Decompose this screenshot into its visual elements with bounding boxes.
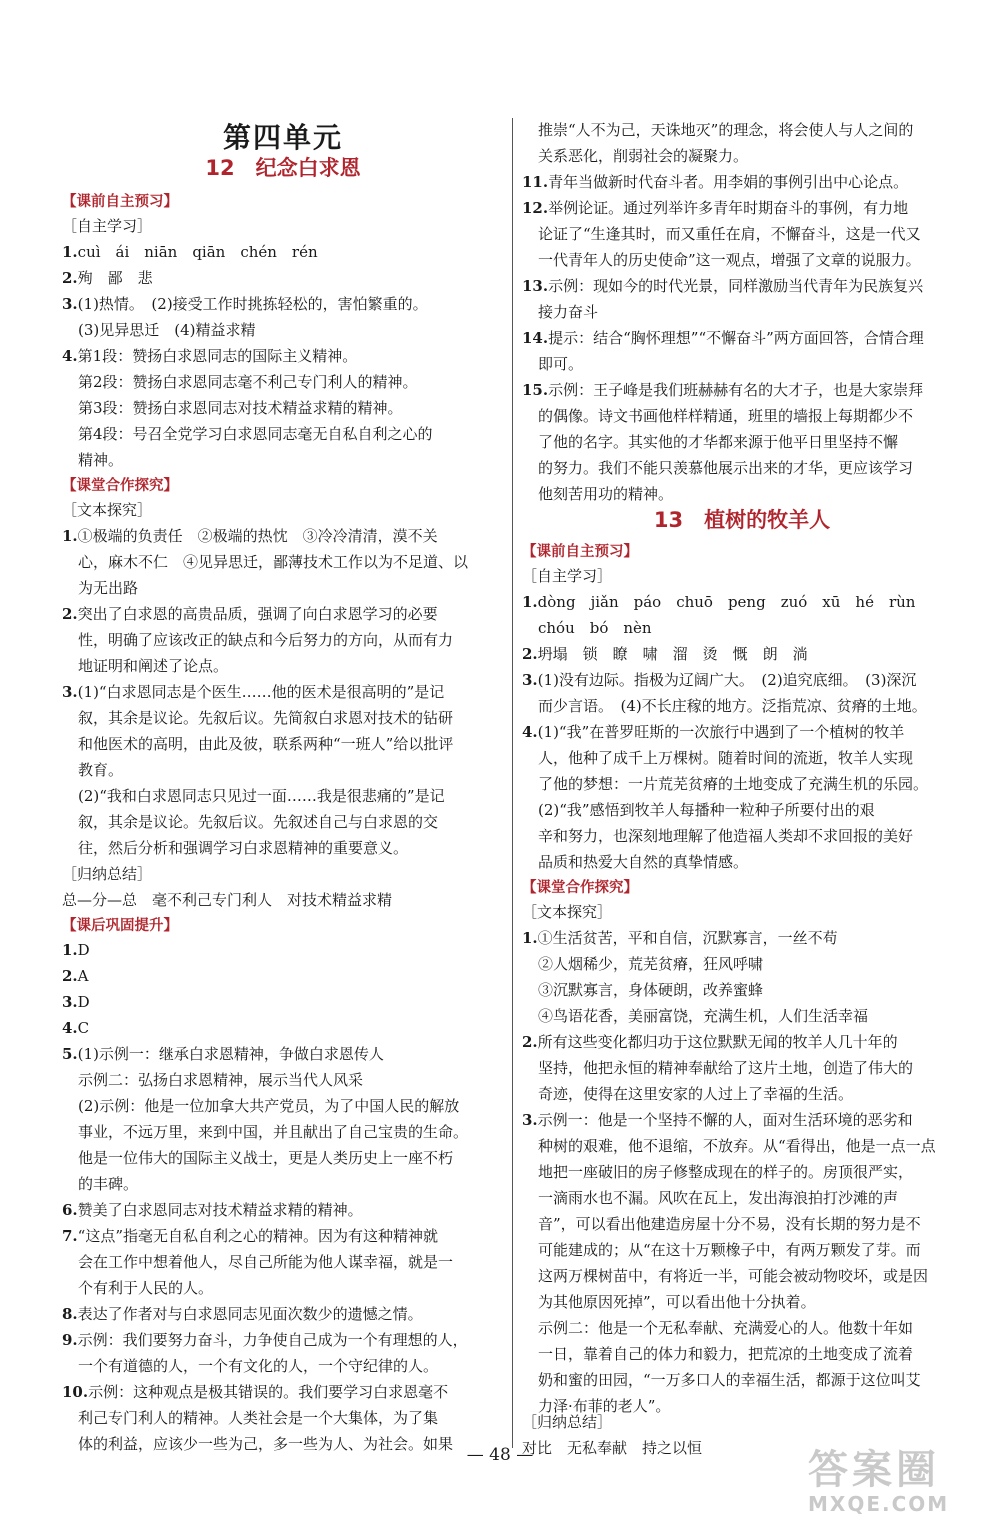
subsection-heading: ［归纳总结］ xyxy=(522,1413,613,1431)
subsection-heading: ［文本探究］ xyxy=(522,903,613,921)
answer-line: (2)示例：他是一位加拿大共产党员，为了中国人民的解放 xyxy=(78,1097,460,1115)
answer-line: 性，明确了应该改正的缺点和今后努力的方向，从而有力 xyxy=(78,631,454,649)
item-number: 8. xyxy=(62,1305,78,1323)
item-number: 7. xyxy=(62,1227,78,1245)
answer-item xyxy=(522,642,962,666)
item-text: 赞美了白求恩同志对技术精益求精的精神。 xyxy=(77,1201,363,1219)
answer-item xyxy=(62,240,504,264)
item-text: 提示：结合“胸怀理想”“不懈奋斗”两方面回答，合情合理 xyxy=(548,329,924,347)
section-heading: 【课前自主预习】 xyxy=(522,544,638,560)
answer-item xyxy=(62,524,504,548)
item-text: 示例：王子峰是我们班赫赫有名的大才子，也是大家崇拜 xyxy=(548,381,924,399)
item-number: 2. xyxy=(62,967,78,985)
answer-item xyxy=(522,1030,962,1054)
section-heading: 【课堂合作探究】 xyxy=(62,478,178,494)
answer-item xyxy=(62,292,504,316)
answer-line: 人，他种了成千上万棵树。随着时间的流逝，牧羊人实现 xyxy=(538,749,914,767)
summary-line: 总—分—总 毫不利己专门利人 对技术精益求精 xyxy=(62,891,393,909)
item-number: 3. xyxy=(522,1111,538,1129)
item-text: 第1段：赞扬白求恩同志的国际主义精神。 xyxy=(77,347,358,365)
answer-line: 力泽·布菲的老人”。 xyxy=(538,1397,671,1415)
answer-item xyxy=(522,326,962,350)
item-text: 坍塌 锁 瞭 啸 溜 烫 慨 朗 淌 xyxy=(537,645,808,663)
answer-line: 而少言语。 (4)不长庄稼的地方。泛指荒凉、贫瘠的土地。 xyxy=(538,697,927,715)
answer-item xyxy=(62,964,504,988)
item-text: 所有这些变化都归功于这位默默无闻的牧羊人几十年的 xyxy=(537,1033,898,1051)
item-text: 青年当做新时代奋斗者。用李娟的事例引出中心论点。 xyxy=(548,173,909,191)
answer-line: 精神。 xyxy=(78,451,124,469)
watermark-logo xyxy=(808,1448,988,1524)
answer-line: 一代青年人的历史使命”这一观点，增强了文章的说服力。 xyxy=(538,251,921,269)
answer-line: 示例二：他是一个无私奉献、充满爱心的人。他数十年如 xyxy=(538,1319,914,1337)
item-text: 殉 鄙 悲 xyxy=(77,269,153,287)
item-text: (1)热情。 (2)接受工作时挑拣轻松的，害怕繁重的。 xyxy=(77,295,428,313)
answer-item xyxy=(522,668,962,692)
column-divider xyxy=(512,118,513,1448)
answer-item xyxy=(62,266,504,290)
answer-item xyxy=(62,1328,504,1352)
item-number: 2. xyxy=(62,605,78,623)
item-text: 突出了白求恩的高贵品质，强调了向白求恩学习的必要 xyxy=(77,605,438,623)
answer-item xyxy=(62,680,504,704)
answer-line: 的丰碑。 xyxy=(78,1175,139,1193)
answer-item xyxy=(522,590,962,614)
subsection-heading: ［归纳总结］ xyxy=(62,865,153,883)
item-text: 举例论证。通过列举许多青年时期奋斗的事例，有力地 xyxy=(548,199,909,217)
answer-line: 往，然后分析和强调学习白求恩精神的重要意义。 xyxy=(78,839,409,857)
item-text: 示例：我们要努力奋斗，力争使自己成为一个有理想的人， xyxy=(77,1331,468,1349)
item-text: dòng jiǎn páo chuō peng zuó xū hé rùn xyxy=(537,593,916,611)
answer-line: 体的利益，应该少一些为己，多一些为人、为社会。如果 xyxy=(78,1435,454,1453)
answer-line: (2)“我和白求恩同志只见过一面……我是很悲痛的”是记 xyxy=(78,787,445,805)
subsection-heading: ［自主学习］ xyxy=(62,217,153,235)
watermark-line2: MXQE.COM xyxy=(808,1492,950,1516)
item-number: 3. xyxy=(62,295,78,313)
answer-item xyxy=(62,1042,504,1066)
answer-line: 利己专门利人的精神。人类社会是一个大集体，为了集 xyxy=(78,1409,439,1427)
answer-line: (3)见异思迁 (4)精益求精 xyxy=(78,321,256,339)
answer-line: 种树的艰难，他不退缩，不放弃。从“看得出，他是一点一点 xyxy=(538,1137,936,1155)
answer-line: 音”，可以看出他建造房屋十分不易，没有长期的努力是不 xyxy=(538,1215,921,1233)
answer-line: 的努力。我们不能只羡慕他展示出来的才华，更应该学习 xyxy=(538,459,914,477)
item-text: ①生活贫苦，平和自信，沉默寡言，一丝不苟 xyxy=(537,929,838,947)
answer-line: 地证明和阐述了论点。 xyxy=(78,657,229,675)
answer-item xyxy=(62,1198,504,1222)
answer-line: 一滴雨水也不漏。风吹在瓦上，发出海浪拍打沙滩的声 xyxy=(538,1189,899,1207)
answer-line: ②人烟稀少，荒芜贫瘠，狂风呼啸 xyxy=(538,955,764,973)
item-number: 4. xyxy=(62,347,78,365)
item-number: 6. xyxy=(62,1201,78,1219)
item-number: 4. xyxy=(62,1019,78,1037)
answer-item xyxy=(522,274,962,298)
item-number: 5. xyxy=(62,1045,78,1063)
answer-line: 教育。 xyxy=(78,761,124,779)
item-text: C xyxy=(77,1019,90,1037)
section-heading: 【课堂合作探究】 xyxy=(522,880,638,896)
answer-line: 为其他原因死掉”，可以看出他十分执着。 xyxy=(538,1293,816,1311)
item-number: 4. xyxy=(522,723,538,741)
item-number: 13. xyxy=(522,277,549,295)
item-text: D xyxy=(77,993,90,1011)
answer-line: 论证了“生逢其时，而又重任在肩，不懈奋斗，这是一代又 xyxy=(538,225,921,243)
item-text: (1)示例一：继承白求恩精神，争做白求恩传人 xyxy=(77,1045,384,1063)
answer-line: 示例二：弘扬白求恩精神，展示当代人风采 xyxy=(78,1071,364,1089)
item-number: 1. xyxy=(62,941,78,959)
item-number: 11. xyxy=(522,173,549,191)
answer-item xyxy=(62,602,504,626)
item-number: 2. xyxy=(62,269,78,287)
answer-line: 了他的名字。其实他的才华都来源于他平日里坚持不懈 xyxy=(538,433,899,451)
answer-line: 他是一位伟大的国际主义战士，更是人类历史上一座不朽 xyxy=(78,1149,454,1167)
item-number: 9. xyxy=(62,1331,78,1349)
item-number: 14. xyxy=(522,329,549,347)
answer-line: 心，麻木不仁 ④见异思迁，鄙薄技术工作以为不足道、以 xyxy=(78,553,469,571)
answer-item xyxy=(62,990,504,1014)
item-text: 示例：这种观点是极其错误的。我们要学习白求恩毫不 xyxy=(88,1383,449,1401)
answer-line: 第2段：赞扬白求恩同志毫不利己专门利人的精神。 xyxy=(78,373,418,391)
summary-line: 对比 无私奉献 持之以恒 xyxy=(522,1439,703,1457)
answer-item xyxy=(62,1380,504,1404)
answer-item xyxy=(522,720,962,744)
answer-line: 叙，其余是议论。先叙后议。先叙述自己与白求恩的交 xyxy=(78,813,439,831)
item-number: 3. xyxy=(522,671,538,689)
answer-line: 的偶像。诗文书画他样样精通，班里的墙报上每期都少不 xyxy=(538,407,914,425)
item-text: (1)“我”在普罗旺斯的一次旅行中遇到了一个植树的牧羊 xyxy=(537,723,905,741)
answer-line: 事业，不远万里，来到中国，并且献出了自己宝贵的生命。 xyxy=(78,1123,469,1141)
item-text: (1)“白求恩同志是个医生……他的医术是很高明的”是记 xyxy=(77,683,445,701)
item-number: 1. xyxy=(62,527,78,545)
answer-item xyxy=(522,1108,962,1132)
item-number: 1. xyxy=(522,593,538,611)
item-number: 1. xyxy=(62,243,78,261)
lesson-title: 12 纪念白求恩 xyxy=(205,156,361,180)
item-number: 1. xyxy=(522,929,538,947)
answer-item xyxy=(522,378,962,402)
answer-line: 了他的梦想：一片荒芜贫瘠的土地变成了充满生机的乐园。 xyxy=(538,775,929,793)
answer-item xyxy=(62,1302,504,1326)
item-text: “这点”指毫无自私自利之心的精神。因为有这种精神就 xyxy=(77,1227,439,1245)
answer-line: 奶和蜜的田园，“一万多口人的幸福生活，都源于这位叫艾 xyxy=(538,1371,921,1389)
item-number: 12. xyxy=(522,199,549,217)
answer-line: 和他医术的高明，由此及彼，联系两种“一班人”给以批评 xyxy=(78,735,454,753)
item-text: ①极端的负责任 ②极端的热忱 ③冷冷清清，漠不关 xyxy=(77,527,438,545)
answer-line: 奇迹，使得在这里安家的人过上了幸福的生活。 xyxy=(538,1085,854,1103)
answer-line: 接力奋斗 xyxy=(538,303,599,321)
lesson-title: 13 植树的牧羊人 xyxy=(653,508,831,532)
item-number: 10. xyxy=(62,1383,89,1401)
item-number: 2. xyxy=(522,645,538,663)
answer-line: 可能建成的；从“在这十万颗橡子中，有两万颗发了芽。而 xyxy=(538,1241,921,1259)
item-text: A xyxy=(77,967,89,985)
answer-line: 第4段：号召全党学习白求恩同志毫无自私自利之心的 xyxy=(78,425,433,443)
answer-item xyxy=(522,196,962,220)
item-text: 示例一：他是一个坚持不懈的人，面对生活环境的恶劣和 xyxy=(537,1111,913,1129)
section-heading: 【课后巩固提升】 xyxy=(62,918,178,934)
answer-item xyxy=(62,1016,504,1040)
answer-line: 第3段：赞扬白求恩同志对技术精益求精的精神。 xyxy=(78,399,403,417)
item-number: 2. xyxy=(522,1033,538,1051)
answer-item xyxy=(522,926,962,950)
answer-line: 他刻苦用功的精神。 xyxy=(538,485,674,503)
item-number: 3. xyxy=(62,683,78,701)
watermark-line1: 答案圈 xyxy=(808,1447,940,1493)
answer-line: 即可。 xyxy=(538,355,584,373)
item-number: 3. xyxy=(62,993,78,1011)
answer-item xyxy=(522,170,962,194)
answer-line: ④鸟语花香，美丽富饶，充满生机，人们生活幸福 xyxy=(538,1007,869,1025)
answer-line: 地把一座破旧的房子修整成现在的样子的。房顶很严实， xyxy=(538,1163,914,1181)
item-text: D xyxy=(77,941,90,959)
answer-line: 叙，其余是议论。先叙后议。先简叙白求恩对技术的钻研 xyxy=(78,709,454,727)
item-text: 表达了作者对与白求恩同志见面次数少的遗憾之情。 xyxy=(77,1305,423,1323)
section-heading: 【课前自主预习】 xyxy=(62,194,178,210)
answer-line: (2)“我”感悟到牧羊人每播种一粒种子所要付出的艰 xyxy=(538,801,875,819)
answer-line: 一日，靠着自己的体力和毅力，把荒凉的土地变成了流着 xyxy=(538,1345,914,1363)
answer-line: 关系恶化，削弱社会的凝聚力。 xyxy=(538,147,749,165)
answer-item xyxy=(62,344,504,368)
answer-line: ③沉默寡言，身体硬朗，改养蜜蜂 xyxy=(538,981,764,999)
answer-line: 一个有道德的人，一个有文化的人，一个守纪律的人。 xyxy=(78,1357,439,1375)
subsection-heading: ［文本探究］ xyxy=(62,501,153,519)
answer-line: 这两万棵树苗中，有将近一半，可能会被动物咬坏，或是因 xyxy=(538,1267,929,1285)
answer-line: 会在工作中想着他人，尽自己所能为他人谋幸福，就是一 xyxy=(78,1253,454,1271)
answer-line: 个有利于人民的人。 xyxy=(78,1279,214,1297)
answer-item xyxy=(62,1224,504,1248)
item-number: 15. xyxy=(522,381,549,399)
unit-title: 第四单元 xyxy=(222,121,343,154)
answer-item xyxy=(62,938,504,962)
item-text: cuì ái niān qiān chén rén xyxy=(77,243,318,261)
answer-line: 辛和努力，也深刻地理解了他造福人类却不求回报的美好 xyxy=(538,827,914,845)
item-text: (1)没有边际。指极为辽阔广大。 (2)追究底细。 (3)深沉 xyxy=(537,671,917,689)
answer-line: chóu bó nèn xyxy=(538,619,652,637)
answer-line: 为无出路 xyxy=(78,579,139,597)
item-text: 示例：现如今的时代光景，同样激励当代青年为民族复兴 xyxy=(548,277,924,295)
answer-line: 坚持，他把永恒的精神奉献给了这片土地，创造了伟大的 xyxy=(538,1059,914,1077)
page-number: — 48 — xyxy=(466,1445,534,1465)
answer-line: 推崇“人不为己，天诛地灭”的理念，将会使人与人之间的 xyxy=(538,121,914,139)
subsection-heading: ［自主学习］ xyxy=(522,567,613,585)
answer-line: 品质和热爱大自然的真挚情感。 xyxy=(538,853,749,871)
